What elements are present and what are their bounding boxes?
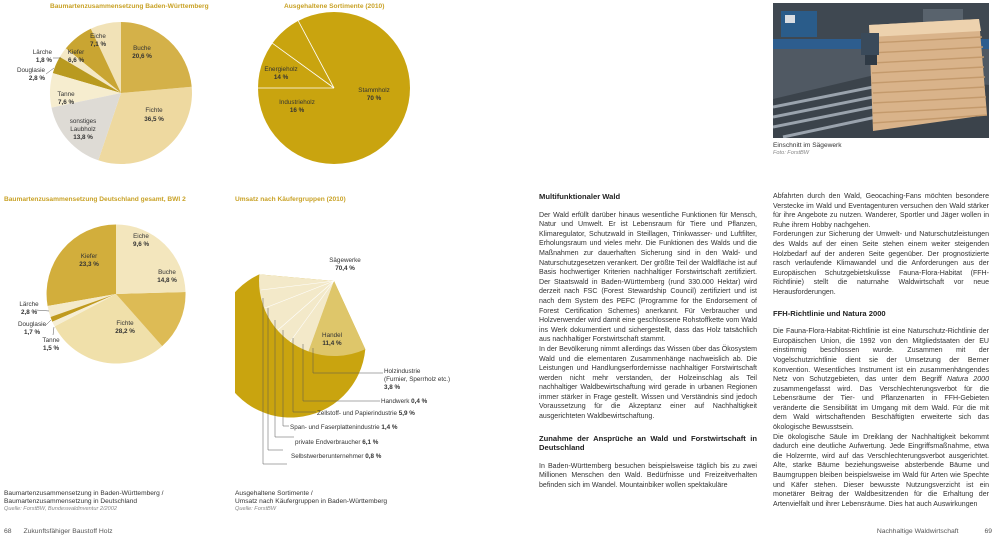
label-buche-de: Buche xyxy=(158,269,176,276)
running-title-left: Zukunftsfähiger Baustoff Holz xyxy=(23,528,113,535)
label-tanne-de: Tanne xyxy=(42,337,60,344)
paragraph-4: Abfahrten durch den Wald, Geocaching-Fans möchten besondere Verstecke im Wald und Eventagenturen versuchen den Wald stärker für ihre Angebote zu nutzen. Wanderer, Sportler und Jäger wollen in Ruhe ihrem Hobby nachgehen. xyxy=(773,193,989,229)
value-fichte: 36,5 % xyxy=(144,116,164,123)
label-kiefer-de: Kiefer xyxy=(80,253,98,260)
page-number-left: 68 xyxy=(4,528,12,535)
value-saegewerke: 70,4 % xyxy=(335,265,355,272)
value-douglasie-de: 1,7 % xyxy=(23,329,41,336)
umsatz-handwerk: Handwerk 0,4 % xyxy=(381,398,428,405)
chart-title-de: Baumartenzusammensetzung Deutschland gesamt, BWI 2 xyxy=(4,196,186,203)
label-holzindustrie-2: (Furnier, Sperrholz etc.) xyxy=(384,376,451,383)
label-holzindustrie-1: Holzindustrie xyxy=(384,368,421,375)
label-eiche: Eiche xyxy=(90,33,106,40)
label-douglasie: Douglasie xyxy=(16,67,45,74)
label-douglasie-de: Douglasie xyxy=(17,321,47,328)
heading-multifunktional: Multifunktionaler Wald xyxy=(539,192,621,201)
paragraph-1: Der Wald erfüllt darüber hinaus wesentliche Funktionen für Mensch, Natur und Umwelt. Er ist Lebensraum für Tiere und Pflanzen, Klimaregulator, Schutzwald in Steillagen, Trinkwasser- und Luftfilter, Erholungsraum und vieles mehr. Die Funktionen des Walds und die Maßnahmen zur dauerhaften Sicherung sind in den Wald- und Naturschutzgesetzen verankert. Der größte Teil der Waldfläche ist auf Basis hochwertiger Kriterien nachhaltiger Forstwirtschaft zertifiziert. Der Staatswald in Baden-Württemberg (rund 330.000 Hektar) wird derzeit nach FSC (Forest Stewardship Council) zertifiziert und ist nach dem System des PEFC (Programme for the Endorsement of Forest Certification Schemes) anerkannt. Für Verbraucher und Holzverwender wird damit eine geschlossene Rohstoffkette vom Wald ins Werk dokumentiert und sichergestellt, dass das Holz tatsächlich aus nachhaltiger Forstwirtschaft stammt. xyxy=(539,211,757,344)
chart-title-bw: Baumartenzusammensetzung Baden-Württemberg xyxy=(50,3,209,10)
caption-mid-source: Quelle: ForstBW xyxy=(235,506,277,512)
label-tanne: Tanne xyxy=(57,91,75,98)
paragraph-7: Die ökologische Säule im Dreiklang der Nachhaltigkeit bekommt dadurch eine deutliche Aufwertung. Jede Eingriffsmaßnahme, etwa die Holzernte, wird auf das Verschlechterungsverbot ausgerichtet. Alte, starke Bäume beziehungsweise absterbende Bäume und Baumgruppen bleiben beispielsweise im Wald für Arten wie Spechte und Käfer stehen. Dieser bewusste Nutzungsverzicht ist ein monetärer Beitrag der Waldbesitzenden für die Erhaltung der Artenvielfalt und ihrer Lebensräume. Dies hat auch Auswirkungen xyxy=(773,433,989,508)
text-column-1 xyxy=(539,192,757,491)
photo-caption xyxy=(773,142,842,157)
sawmill-photo xyxy=(773,3,989,138)
value-stammholz: 70 % xyxy=(366,95,382,102)
value-kiefer: 6,6 % xyxy=(67,57,85,64)
heading-ffh: FFH-Richtlinie und Natura 2000 xyxy=(773,308,886,318)
label-laubholz-1: sonstiges xyxy=(69,118,97,125)
label-fichte: Fichte xyxy=(145,107,163,114)
label-laerche: Lärche xyxy=(32,49,52,56)
umsatz-selbstwerber: Selbstwerberunternehmer 0,8 % xyxy=(291,453,382,460)
umsatz-privat: private Endverbraucher 6,1 % xyxy=(295,439,379,446)
label-laerche-de: Lärche xyxy=(19,301,39,308)
label-eiche-de: Eiche xyxy=(133,233,149,240)
label-fichte-de: Fichte xyxy=(116,320,134,327)
value-eiche-de: 9,6 % xyxy=(132,241,150,248)
label-kiefer: Kiefer xyxy=(67,49,85,56)
label-saegewerke: Sägewerke xyxy=(329,257,361,264)
caption-left xyxy=(4,490,214,513)
paragraph-6: Die Fauna-Flora-Habitat-Richtlinie ist eine Naturschutz-Richtlinie der Europäischen Union, die 1992 von den Mitgliedstaaten der EU einstimmig beschlossen wurde. Zusammen mit der Vogelschutzrichtlinie dient sie der Umsetzung der Berner Konvention. Wesentliches Instrument ist ein zusammenhängendes Netz von Schutzgebieten, das unter dem Begriff Natura 2000 zusammengefasst wird. Das Verschlechterungsverbot für die Lebensräume der Tier- und Pflanzenarten in FFH-Gebieten veränderte die Sensibilität im Umgang mit dem Wald. Für die mit dem Wald wirtschaftenden Beschäftigten erweiterte sich das ökologische Bewusstsein. xyxy=(773,328,989,432)
label-industrieholz: Industrieholz xyxy=(279,99,315,106)
label-stammholz: Stammholz xyxy=(358,87,390,94)
value-fichte-de: 28,2 % xyxy=(115,328,135,335)
caption-left-line2: Baumartenzusammensetzung in Deutschland xyxy=(4,498,138,505)
paragraph-3: In Baden-Württemberg besuchen beispielsweise täglich bis zu zwei Millionen Menschen den Wald. Bedürfnisse und Freizeitverhalten befinden sich im Wandel. Mountainbiker wollen spektakuläre xyxy=(539,462,757,490)
footer-left xyxy=(4,528,113,535)
caption-mid-line2: Umsatz nach Käufergruppen in Baden-Württemberg xyxy=(235,498,388,505)
caption-left-line1: Baumartenzusammensetzung in Baden-Württemberg / xyxy=(4,490,164,497)
value-kiefer-de: 23,3 % xyxy=(79,261,99,268)
pie-chart-bw xyxy=(0,0,235,192)
sawmill-illustration xyxy=(773,3,989,138)
value-laerche-de: 2,8 % xyxy=(20,309,38,316)
value-energieholz: 14 % xyxy=(273,74,289,81)
value-douglasie: 2,8 % xyxy=(28,75,45,82)
label-energieholz: Energieholz xyxy=(264,66,298,73)
value-handel: 11,4 % xyxy=(322,340,342,347)
chart-title-sortimente: Ausgehaltene Sortimente (2010) xyxy=(284,3,385,10)
value-buche-de: 14,8 % xyxy=(157,277,177,284)
label-handel: Handel xyxy=(322,332,342,339)
chart-title-umsatz: Umsatz nach Käufergruppen (2010) xyxy=(235,196,346,203)
page-number-right: 69 xyxy=(984,528,992,535)
value-laubholz: 13,8 % xyxy=(73,134,93,141)
pie-chart-umsatz xyxy=(235,190,480,480)
caption-mid-line1: Ausgehaltene Sortimente / xyxy=(235,490,313,497)
umsatz-span: Span- und Faserplattenindustrie 1,4 % xyxy=(290,424,398,431)
pie-chart-sortimente xyxy=(235,0,440,192)
value-eiche: 7,1 % xyxy=(89,41,107,48)
value-holzindustrie: 3,8 % xyxy=(384,384,401,391)
umsatz-zellstoff: Zellstoff- und Papierindustrie 5,9 % xyxy=(317,410,415,417)
value-tanne: 7,6 % xyxy=(57,99,75,106)
label-buche: Buche xyxy=(133,45,151,52)
paragraph-5: Forderungen zur Sicherung der Umwelt- und Naturschutzleistungen des Walds auf der einen Seite stehen einem weiter steigenden Holzbedarf auf der anderen Seite gegenüber. Der prognostizierte rasch verlaufende Klimawandel und die Anforderungen aus der Europäischen Schutzgebietskulisse Fauna-Flora-Habitat (FFH-Richtlinie) stellt die naturnahe Waldwirtschaft vor neue Herausforderungen. xyxy=(773,231,989,296)
photo-caption-title: Einschnitt im Sägewerk xyxy=(773,142,842,149)
value-laerche: 1,8 % xyxy=(35,57,52,64)
paragraph-2: In der Bevölkerung nimmt allerdings das Wissen über das Ökosystem Wald und die elementaren Zusammenhänge nachweislich ab. Die Leistungen und Handlungserfordernisse nachhaltiger Forstwirtschaft werden nicht mehr verstanden, der Holzeinschlag als Teil nachhaltiger Waldbewirtschaftung wird gerade in urbanen Regionen immer stärker in Frage gestellt. Wissen und Verständnis sind jedoch Voraussetzung für die Akzeptanz einer auf Nachhaltigkeit ausgerichteten Waldbewirtschaftung. xyxy=(539,345,757,421)
value-buche: 20,6 % xyxy=(132,53,152,60)
pie-chart-de xyxy=(0,190,235,375)
caption-mid xyxy=(235,490,455,513)
running-title-right: Nachhaltige Waldwirtschaft xyxy=(876,528,959,535)
value-tanne-de: 1,5 % xyxy=(42,345,60,352)
footer-right xyxy=(877,528,992,535)
photo-caption-source: Foto: ForstBW xyxy=(773,150,810,156)
text-column-2 xyxy=(773,192,989,509)
value-industrieholz: 16 % xyxy=(289,107,305,114)
label-laubholz-2: Laubholz xyxy=(70,126,96,133)
caption-left-source: Quelle: ForstBW, Bundeswaldinventur 2/2002 xyxy=(4,506,117,512)
heading-zunahme: Zunahme der Ansprüche an Wald und Forstwirtschaft in Deutschland xyxy=(539,433,757,453)
